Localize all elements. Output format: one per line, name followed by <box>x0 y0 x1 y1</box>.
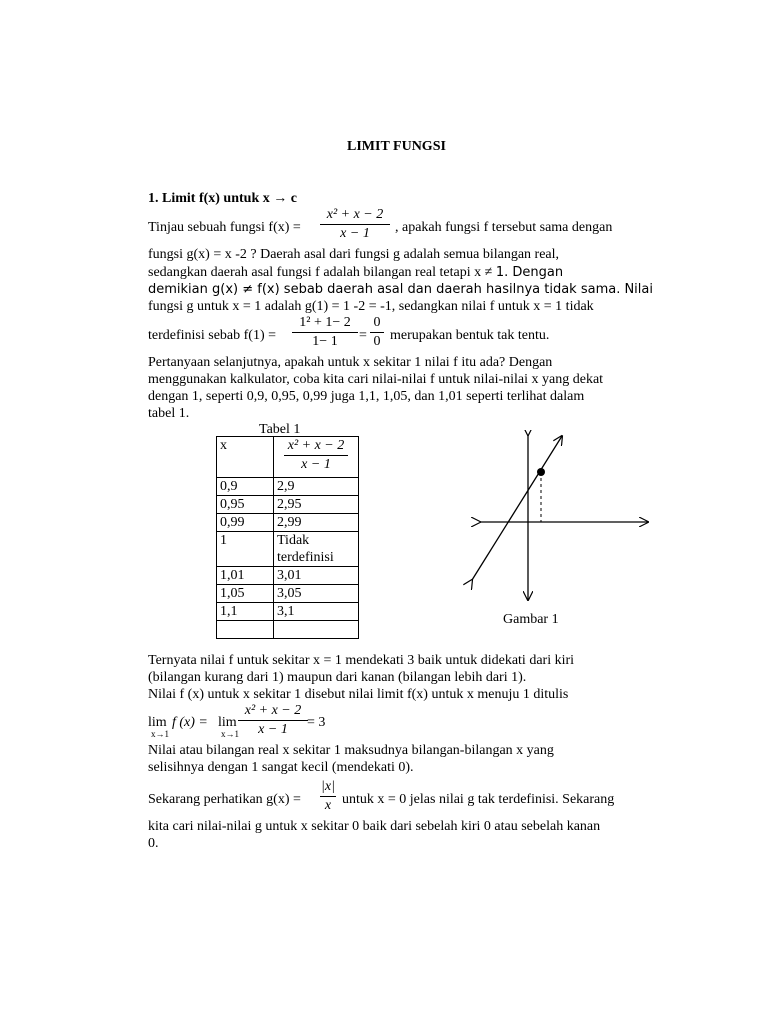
page-title: LIMIT FUNGSI <box>347 139 446 154</box>
para4-line2: selisihnya dengan 1 sangat kecil (mendekati 0). <box>148 760 414 775</box>
cell-x: 1,01 <box>217 567 274 585</box>
header-x: x <box>217 437 274 478</box>
cell-f: 2,95 <box>274 496 359 514</box>
para2-line4: tabel 1. <box>148 406 190 421</box>
para3-line1: Ternyata nilai f untuk sekitar x = 1 mendekati 3 baik untuk didekati dari kiri <box>148 653 575 668</box>
fraction-denominator: x − 1 <box>340 226 370 241</box>
table-row <box>217 532 359 567</box>
para3-line2: (bilangan kurang dari 1) maupun dari kanan (bilangan lebih dari 1). <box>148 670 527 685</box>
fraction-gx <box>320 779 336 814</box>
fraction-fx <box>320 207 390 242</box>
fraction-numerator: x² + x − 2 <box>287 438 345 453</box>
para2-line2: menggunakan kalkulator, coba kita cari nilai-nilai f untuk nilai-nilai x yang dekat <box>148 372 604 387</box>
para5-line1a: Sekarang perhatikan g(x) = <box>148 792 301 807</box>
para1-line2: fungsi g(x) = x -2 ? Daerah asal dari fungsi g adalah semua bilangan real, <box>148 247 560 262</box>
fraction-limit <box>238 703 308 738</box>
table-caption: Tabel 1 <box>259 422 301 437</box>
header-fx <box>274 437 359 478</box>
section-heading <box>148 190 297 207</box>
para1-line3a: sedangkan daerah asal fungsi f adalah bilangan real tetapi x <box>148 265 482 280</box>
para5-line1b: untuk x = 0 jelas nilai g tak terdefinisi. Sekarang <box>342 792 615 807</box>
arrow-right-icon: → <box>273 191 288 206</box>
lim-1-sub: x→1 <box>151 729 169 739</box>
table-row <box>217 567 359 585</box>
not-equal-symbol: ≠ <box>484 265 493 280</box>
figure-graph <box>460 430 660 610</box>
table-row <box>217 514 359 532</box>
fraction-denominator: x − 1 <box>258 722 288 737</box>
para1-line1a: Tinjau sebuah fungsi f(x) = <box>148 220 301 235</box>
lim-2: lim <box>218 715 237 730</box>
cell-f: 2,99 <box>274 514 359 532</box>
cell-f <box>274 621 359 639</box>
lim-1: lim <box>148 715 167 730</box>
cell-x: 1,05 <box>217 585 274 603</box>
figure-caption: Gambar 1 <box>503 612 559 627</box>
fraction-f1 <box>292 315 358 350</box>
table-row <box>217 621 359 639</box>
hole-point <box>537 468 545 476</box>
cell-f: 3,01 <box>274 567 359 585</box>
fraction-denominator: 1− 1 <box>312 334 338 349</box>
fraction-numerator: 1² + 1− 2 <box>299 315 351 330</box>
fraction-zero <box>370 315 384 350</box>
cell-x: 0,9 <box>217 478 274 496</box>
para1-line3b: 1. Dengan <box>495 265 564 280</box>
para3-line3: Nilai f (x) untuk x sekitar 1 disebut nilai limit f(x) untuk x menuju 1 ditulis <box>148 687 569 702</box>
section-heading-prefix: 1. Limit f(x) untuk x <box>148 191 270 206</box>
table-row <box>217 585 359 603</box>
fx-text: f (x) = <box>172 715 208 730</box>
para1-line6b: merupakan bentuk tak tentu. <box>390 328 550 343</box>
fraction-denominator: x <box>324 798 332 813</box>
equals-sign: = <box>359 328 367 343</box>
fraction-numerator: x² + x − 2 <box>326 207 384 222</box>
para4-line1: Nilai atau bilangan real x sekitar 1 maksudnya bilangan-bilangan x yang <box>148 743 554 758</box>
para1-line4: demikian g(x) ≠ f(x) sebab daerah asal dan daerah hasilnya tidak sama. Nilai <box>148 282 653 297</box>
cell-x: 1 <box>217 532 274 567</box>
section-heading-suffix: c <box>290 191 297 206</box>
cell-x: 0,99 <box>217 514 274 532</box>
fraction-numerator: x² + x − 2 <box>244 703 302 718</box>
fraction-numerator: |x| <box>321 779 335 794</box>
fraction-denominator: x − 1 <box>301 457 331 472</box>
table-row <box>217 603 359 621</box>
cell-x <box>217 621 274 639</box>
fraction-numerator: 0 <box>373 315 381 330</box>
function-line <box>472 436 562 580</box>
cell-f: 3,1 <box>274 603 359 621</box>
para2-line1: Pertanyaan selanjutnya, apakah untuk x sekitar 1 nilai f itu ada? Dengan <box>148 355 553 370</box>
para1-line1b: , apakah fungsi f tersebut sama dengan <box>395 220 613 235</box>
cell-f: 3,05 <box>274 585 359 603</box>
fraction-denominator: 0 <box>373 334 381 349</box>
para1-line3 <box>148 264 563 281</box>
table-row <box>217 478 359 496</box>
lim-2-sub: x→1 <box>221 729 239 739</box>
cell-x: 1,1 <box>217 603 274 621</box>
limit-result: = 3 <box>307 715 326 730</box>
para2-line3: dengan 1, seperti 0,9, 0,95, 0,99 juga 1,1, 1,05, dan 1,01 seperti terlihat dalam <box>148 389 585 404</box>
para1-line5: fungsi g untuk x = 1 adalah g(1) = 1 -2 = -1, sedangkan nilai f untuk x = 1 tidak <box>148 299 594 314</box>
table-header-row <box>217 437 359 478</box>
cell-f: 2,9 <box>274 478 359 496</box>
cell-x: 0,95 <box>217 496 274 514</box>
table-row <box>217 496 359 514</box>
para1-line6a: terdefinisi sebab f(1) = <box>148 328 277 343</box>
para5-line3: 0. <box>148 836 159 851</box>
para5-line2: kita cari nilai-nilai g untuk x sekitar 0 baik dari sebelah kiri 0 atau sebelah kanan <box>148 819 601 834</box>
table-1 <box>216 436 359 639</box>
cell-f: Tidak terdefinisi <box>274 532 359 567</box>
